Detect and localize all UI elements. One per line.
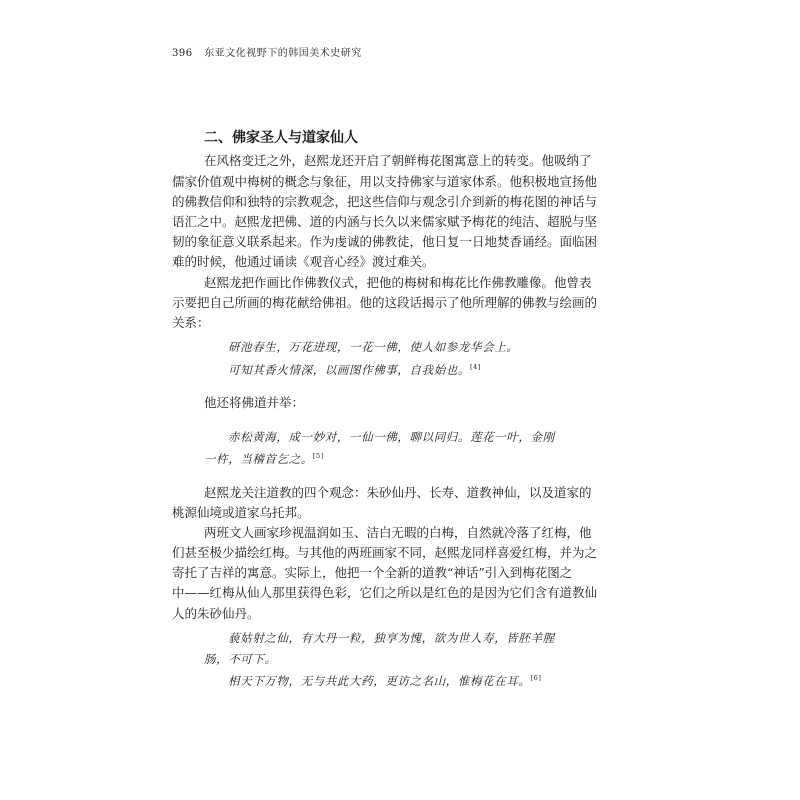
- quote-line: 研池春生，万花进现，一花一佛，使人如参龙华会上。: [228, 340, 519, 354]
- paragraph-line: 难的时候，他通过诵读《观音心经》渡过难关。: [172, 254, 435, 269]
- running-header: [172, 44, 362, 59]
- paragraph-line: 桃源仙境或道家乌托邦。: [172, 505, 310, 520]
- paragraph-line: 儒家价值观中梅树的概念与象征，用以支持佛家与道家体系。他积极地宣扬他: [172, 174, 598, 189]
- paragraph-line: 韧的象征意义联系起来。作为虔诚的佛教徒，他日复一日地焚香诵经。面临困: [172, 234, 598, 249]
- quote-line: 可知其香火情深，以画图作佛事，自我始也。[4]: [228, 362, 482, 377]
- paragraph-line: 两班文人画家珍视温润如玉、洁白无暇的白梅，自然就冷落了红梅，他: [204, 525, 592, 540]
- page-number: 396: [172, 48, 193, 59]
- quote-line: 赤松黄海，成一妙对，一仙一佛，聊以同归。莲花一叶，金刚: [228, 430, 555, 444]
- paragraph-line: 赵熙龙关注道教的四个观念：朱砂仙丹、长寿、道教神仙，以及道家的: [204, 485, 592, 500]
- paragraph-line: 的佛教信仰和独特的宗教观念，把这些信仰与观念引介到新的梅花图的神话与: [172, 194, 598, 209]
- paragraph-line: 人的朱砂仙丹。: [172, 606, 260, 621]
- quote-line: 肠，不可下。: [204, 652, 277, 666]
- paragraph-line: 们甚至极少描绘红梅。与其他的两班画家不同，赵熙龙同样喜爱红梅，并为之: [172, 545, 598, 560]
- paragraph-line: 赵熙龙把作画比作佛教仪式，把他的梅树和梅花比作佛教雕像。他曾表: [204, 275, 592, 290]
- quote-line: 藐姑射之仙，有大丹一粒，独享为愧，欲为世人寿，皆胚羊腥: [228, 631, 555, 645]
- paragraph-line: 寄托了吉祥的寓意。实际上，他把一个全新的道教“神话”引入到梅花图之: [172, 565, 573, 580]
- paragraph-line: 语汇之中。赵熙龙把佛、道的内涵与长久以来儒家赋予梅花的纯洁、超脱与坚: [172, 214, 598, 229]
- footnote-ref: [6]: [530, 674, 542, 682]
- paragraph-line: 在风格变迁之外，赵熙龙还开启了朝鲜梅花图寓意上的转变。他吸纳了: [204, 153, 592, 168]
- footnote-ref: [5]: [312, 452, 324, 460]
- footnote-ref: [4]: [470, 363, 482, 371]
- paragraph-line: 示要把自己所画的梅花献给佛祖。他的这段话揭示了他所理解的佛教与绘画的: [172, 295, 598, 310]
- quote-line: 一杵，当稽首乞之。[5]: [204, 451, 324, 466]
- paragraph-line: 关系：: [172, 315, 210, 330]
- paragraph-line: 他还将佛道并举：: [204, 395, 305, 410]
- quote-line: 相天下万物，无与共此大药，更访之名山，惟梅花在耳。[6]: [228, 673, 542, 688]
- section-title: 二、佛家圣人与道家仙人: [204, 130, 358, 146]
- paragraph-line: 中——红梅从仙人那里获得色彩，它们之所以是红色的是因为它们含有道教仙: [172, 585, 598, 600]
- running-title: 东亚文化视野下的韩国美术史研究: [204, 48, 362, 59]
